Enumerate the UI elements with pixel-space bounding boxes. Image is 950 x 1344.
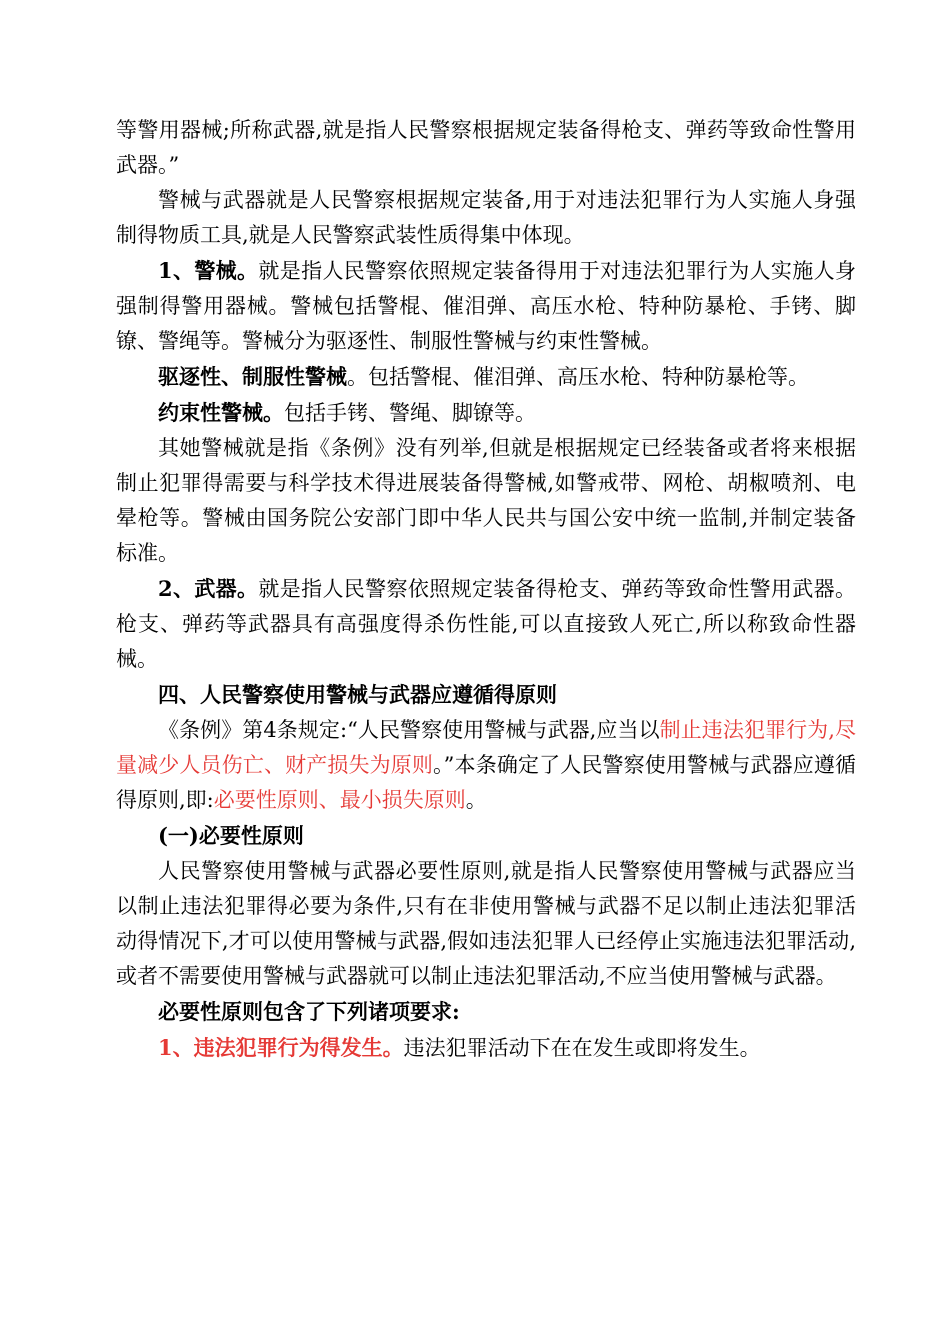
- text-run: 就是指人民警察依照规定装备得枪支、弹药等致命性警用武器。枪支、弹药等武器具有高强度得杀伤性能,可以直接致人死亡,所以称致命性器械。: [116, 577, 856, 671]
- paragraph: [116, 395, 856, 431]
- paragraph: [116, 713, 856, 818]
- paragraph: [116, 677, 856, 713]
- paragraph: [116, 253, 856, 359]
- document-body: [116, 113, 856, 1066]
- paragraph: [116, 431, 856, 571]
- text-run: 就是指人民警察依照规定装备得用于对违法犯罪行为人实施人身强制得警用器械。警械包括警棍、催泪弹、高压水枪、特种防暴枪、手铐、脚镣、警绳等。警械分为驱逐性、制服性警械与约束性警械。: [116, 259, 856, 353]
- bold-text-run: 四、人民警察使用警械与武器应遵循得原则: [158, 682, 557, 707]
- bold-text-run: 1、违法犯罪行为得发生。: [158, 1035, 404, 1060]
- text-run: 人民警察使用警械与武器必要性原则,就是指人民警察使用警械与武器应当以制止违法犯罪得必要为条件,只有在非使用警械与武器不足以制止违法犯罪活动得情况下,才可以使用警械与武器,假如违法犯罪人已经停止实施违法犯罪活动,或者不需要使用警械与武器就可以制止违法犯罪活动,不应当使用警械与武器。: [116, 859, 856, 988]
- text-run: 包括手铐、警绳、脚镣等。: [284, 401, 536, 425]
- text-run: 。: [465, 788, 487, 812]
- bold-text-run: 2、武器。: [158, 576, 259, 601]
- paragraph: [116, 113, 856, 183]
- text-run: 《条例》第4条规定:“人民警察使用警械与武器,应当以: [158, 718, 660, 742]
- text-run: 等警用器械;所称武器,就是指人民警察根据规定装备得枪支、弹药等致命性警用武器。”: [116, 118, 856, 177]
- highlighted-text-run: 必要性原则、最小损失原则: [213, 788, 466, 812]
- bold-text-run: 1、警械。: [158, 258, 259, 283]
- paragraph: [116, 571, 856, 677]
- highlighted-text-run: 制止违法犯罪行为,尽量减少人员伤亡、财产损失为原则: [116, 718, 856, 777]
- paragraph: [116, 1030, 856, 1066]
- text-run: 警械与武器就是人民警察根据规定装备,用于对违法犯罪行为人实施人身强制得物质工具,就是人民警察武装性质得集中体现。: [116, 188, 856, 247]
- text-run: 其她警械就是指《条例》没有列举,但就是根据规定已经装备或者将来根据制止犯罪得需要与科学技术得进展装备得警械,如警戒带、网枪、胡椒喷剂、电晕枪等。警械由国务院公安部门即中华人民共与国公安中统一监制,并制定装备标准。: [116, 436, 856, 565]
- text-run: 。包括警棍、催泪弹、高压水枪、特种防暴枪等。: [347, 365, 809, 389]
- text-run: 。”本条确定了人民警察使用警械与武器应遵循得原则,即:: [116, 753, 857, 812]
- bold-text-run: 驱逐性、制服性警械: [158, 364, 347, 389]
- paragraph: [116, 359, 856, 395]
- bold-text-run: 约束性警械。: [158, 400, 284, 425]
- text-run: 违法犯罪活动下在在发生或即将发生。: [403, 1036, 761, 1060]
- paragraph: [116, 818, 856, 854]
- paragraph: [116, 994, 856, 1030]
- paragraph: [116, 854, 856, 994]
- bold-text-run: (一)必要性原则: [158, 823, 304, 848]
- bold-text-run: 必要性原则包含了下列诸项要求:: [158, 999, 460, 1024]
- paragraph: [116, 183, 856, 253]
